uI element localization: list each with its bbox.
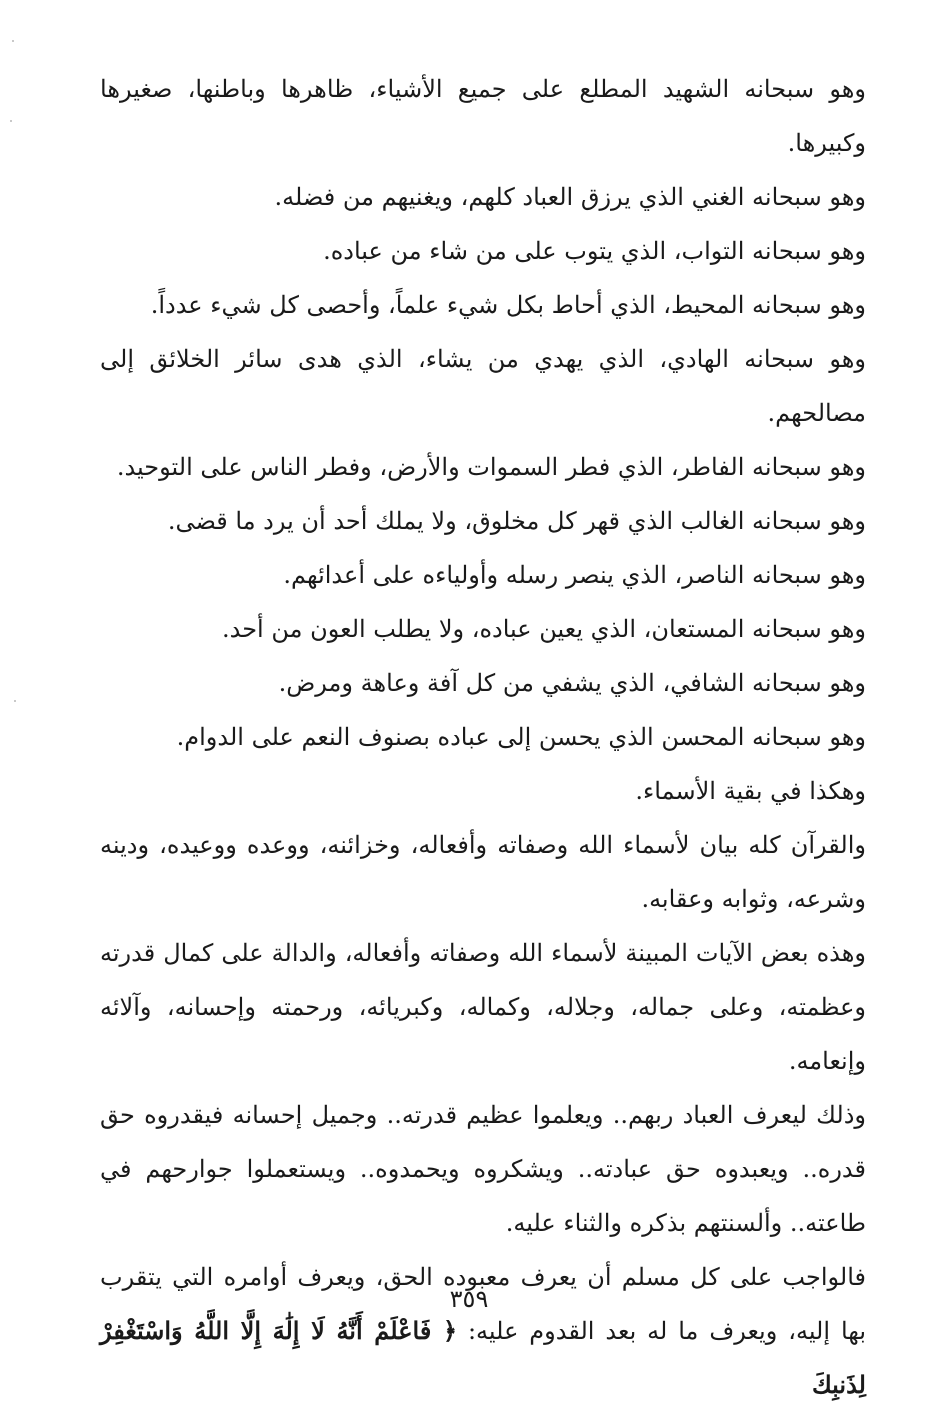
scan-speck [14,700,16,702]
paragraph: وهو سبحانه الفاطر، الذي فطر السموات والأرض، وفطر الناس على التوحيد. [116,453,866,481]
body-text [100,62,866,1412]
paragraph: وهو سبحانه المستعان، الذي يعين عباده، ولا يطلب العون من أحد. [221,615,866,643]
paragraph: وهو سبحانه المحسن الذي يحسن إلى عباده بصنوف النعم على الدوام. [176,723,866,751]
paragraph: وهو سبحانه التواب، الذي يتوب على من شاء من عباده. [323,237,866,265]
paragraph: وهذه بعض الآيات المبينة لأسماء الله وصفاته وأفعاله، والدالة على كمال قدرته وعظمته، وعلى جماله، وجلاله، وكماله، وكبريائه، ورحمته وإحسانه، وآلائه وإنعامه. [100,939,866,1075]
paragraph: وهو سبحانه المحيط، الذي أحاط بكل شيء علماً، وأحصى كل شيء عدداً. [150,291,866,319]
paragraph: وهو سبحانه الغالب الذي قهر كل مخلوق، ولا يملك أحد أن يرد ما قضى. [167,507,866,535]
paragraph: وذلك ليعرف العباد ربهم.. ويعلموا عظيم قدرته.. وجميل إحسانه فيقدروه حق قدره.. ويعبدوه حق عبادته.. ويشكروه ويحمدوه.. ويستعملوا جوارحهم في طاعته.. وألسنتهم بذكره والثناء عليه. [100,1101,866,1237]
paragraph: وهو سبحانه الناصر، الذي ينصر رسله وأولياءه على أعدائهم. [283,561,866,589]
paragraph: والقرآن كله بيان لأسماء الله وصفاته وأفعاله، وخزائنه، ووعده ووعيده، ودينه وشرعه، وثوابه وعقابه. [100,831,866,913]
scan-speck [12,40,14,42]
quran-quote: ﴿ فَاعْلَمْ أَنَّهُ لَا إِلَٰهَ إِلَّا اللَّهُ وَاسْتَغْفِرْ لِذَنبِكَ [100,1316,866,1399]
paragraph: وهو سبحانه الشهيد المطلع على جميع الأشياء، ظاهرها وباطنها، صغيرها وكبيرها. [100,75,866,157]
last-paragraph [100,1250,866,1412]
last-paragraph-text: فالواجب على كل مسلم أن يعرف معبوده الحق، ويعرف أوامره التي يتقرب بها إليه، ويعرف ما له بعد القدوم عليه: [100,1263,866,1345]
paragraph: وهو سبحانه الغني الذي يرزق العباد كلهم، ويغنيهم من فضله. [274,183,866,211]
paragraph: وهكذا في بقية الأسماء. [635,777,866,805]
page-number: ٣٥٩ [449,1285,489,1313]
paragraph: وهو سبحانه الشافي، الذي يشفي من كل آفة وعاهة ومرض. [278,669,866,697]
paragraph: وهو سبحانه الهادي، الذي يهدي من يشاء، الذي هدى سائر الخلائق إلى مصالحهم. [100,345,866,427]
scan-speck [10,120,12,122]
